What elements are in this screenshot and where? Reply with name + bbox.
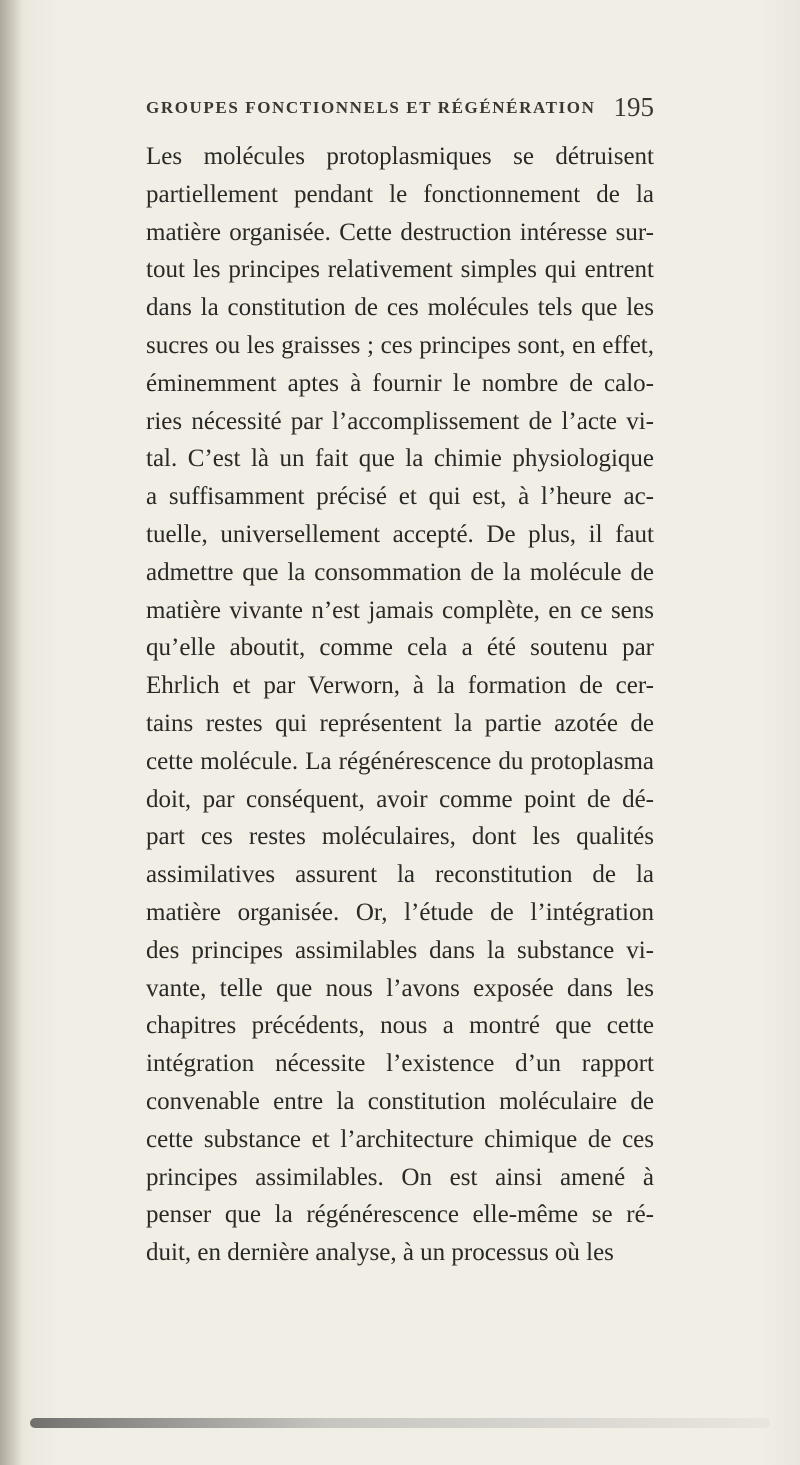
text-line: duit, en dernière analyse, à un processus où les xyxy=(146,1239,614,1267)
text-line: éminemment aptes à fournir le nombre de calo- xyxy=(146,369,654,397)
text-line: des principes assimilables dans la substance vi- xyxy=(146,936,654,964)
running-head: GROUPES FONCTIONNELS ET RÉGÉNÉRATION xyxy=(146,98,596,117)
text-line: part ces restes moléculaires, dont les qualités xyxy=(146,823,654,851)
scan-edge-mark xyxy=(30,1418,770,1428)
text-line: dans la constitution de ces molécules tels que les xyxy=(146,294,654,322)
text-line: cette molécule. La régénérescence du protoplasma xyxy=(146,747,654,775)
text-line: ries nécessité par l’accomplissement de l’acte vi- xyxy=(146,407,654,435)
text-line: sucres ou les graisses ; ces principes sont, en effet, xyxy=(146,331,654,359)
text-line: tal. C’est là un fait que la chimie physiologique xyxy=(146,445,654,473)
text-line: matière vivante n’est jamais complète, en ce sens xyxy=(146,596,654,624)
text-line: tout les principes relativement simples qui entrent xyxy=(146,256,654,284)
text-line: qu’elle aboutit, comme cela a été soutenu par xyxy=(146,634,654,662)
spine-shadow xyxy=(0,0,22,1465)
body-paragraph xyxy=(146,138,654,1272)
text-line: penser que la régénérescence elle-même se ré- xyxy=(146,1201,654,1229)
text-line: principes assimilables. On est ainsi amené à xyxy=(146,1163,654,1191)
text-line: tains restes qui représentent la partie azotée de xyxy=(146,709,654,737)
page-number: 195 xyxy=(613,92,654,122)
text-line: matière organisée. Or, l’étude de l’intégration xyxy=(146,898,654,926)
text-line: vante, telle que nous l’avons exposée dans les xyxy=(146,974,654,1002)
text-line: tuelle, universellement accepté. De plus, il faut xyxy=(146,520,654,548)
text-line: cette substance et l’architecture chimique de ces xyxy=(146,1125,654,1153)
text-line: matière organisée. Cette destruction intéresse sur- xyxy=(146,218,654,246)
text-line: convenable entre la constitution moléculaire de xyxy=(146,1087,654,1115)
text-line: intégration nécessite l’existence d’un rapport xyxy=(146,1050,654,1078)
text-line: assimilatives assurent la reconstitution de la xyxy=(146,861,654,889)
text-line: partiellement pendant le fonctionnement de la xyxy=(146,180,654,208)
text-line: a suffisamment précisé et qui est, à l’heure ac- xyxy=(146,483,654,511)
text-line: doit, par conséquent, avoir comme point de dé- xyxy=(146,785,654,813)
text-line: Les molécules protoplasmiques se détruisent xyxy=(146,143,654,170)
text-line: Ehrlich et par Verworn, à la formation de cer- xyxy=(146,672,654,700)
text-line: chapitres précédents, nous a montré que cette xyxy=(146,1012,654,1040)
text-line: admettre que la consommation de la molécule de xyxy=(146,558,654,586)
page-header xyxy=(146,92,654,128)
